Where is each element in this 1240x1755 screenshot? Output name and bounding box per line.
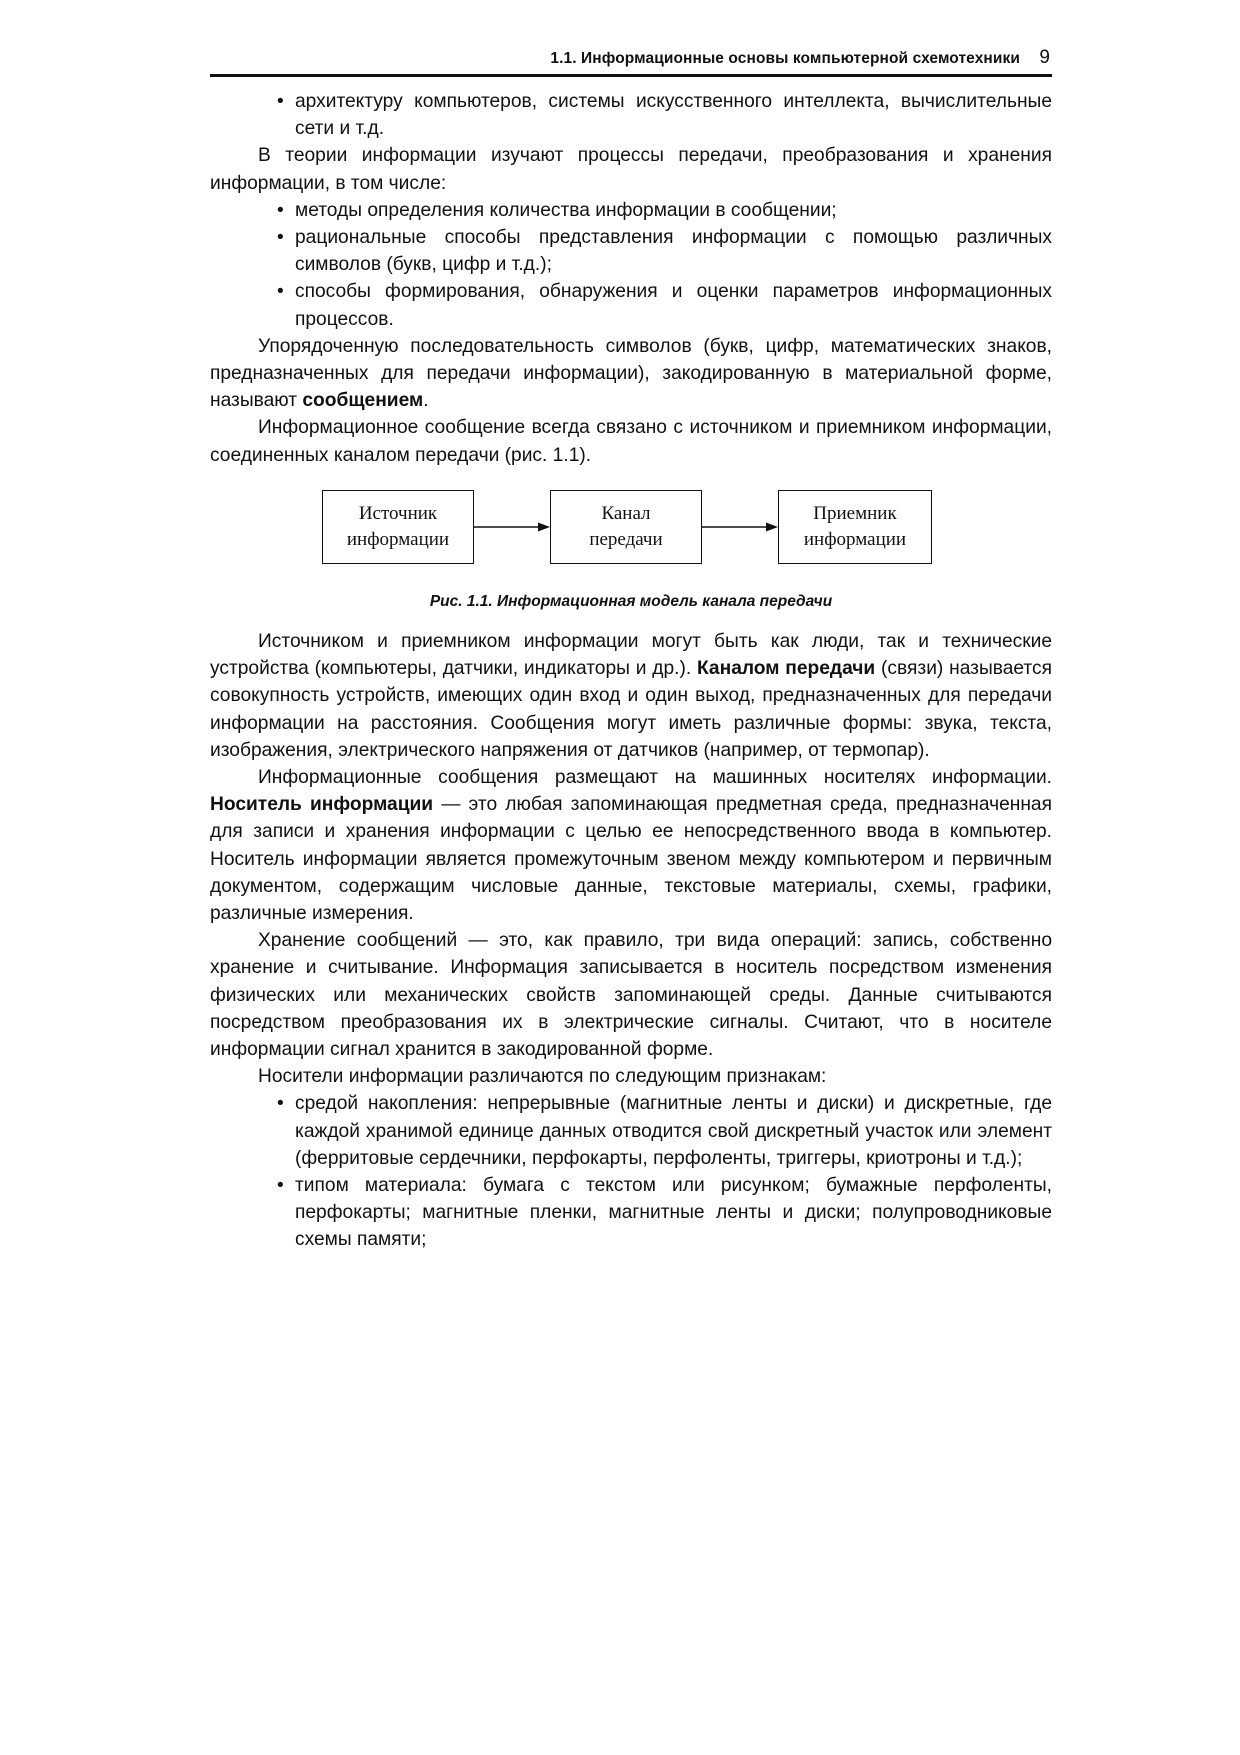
list-item: • рациональные способы представления информации с помощью различных символов (букв, цифр и т.д.);	[295, 224, 1052, 278]
bullet-icon: •	[277, 1093, 284, 1115]
paragraph-storage: Хранение сообщений — это, как правило, три вида операций: запись, собственно хранение и считывание. Информация записывается в носитель посредством изменения физических или механических свойств запоминающей среды. Данные считываются посредством преобразования их в электрические сигналы. Считают, что в носителе информации сигнал хранится в закодированной форме.	[210, 930, 1052, 1061]
list-item: • способы формирования, обнаружения и оценки параметров информационных процессов.	[295, 278, 1052, 332]
list-item: • средой накопления: непрерывные (магнитные ленты и диски) и дискретные, где каждой хранимой единице данных отводится свой дискретный участок или элемент (ферритовые сердечники, перфокарты, перфоленты, триггеры, криотроны и т.д.);	[295, 1090, 1052, 1172]
bullet-icon: •	[277, 199, 284, 221]
source-box: Источник информации	[322, 490, 474, 564]
text-block-top	[210, 88, 1052, 469]
channel-box: Канал передачи	[550, 490, 702, 564]
figure-caption: Рис. 1.1. Информационная модель канала передачи	[429, 593, 833, 610]
list-item: • типом материала: бумага с текстом или рисунком; бумажные перфоленты, перфокарты; магнитные пленки, магнитные ленты и диски; полупроводниковые схемы памяти;	[295, 1172, 1052, 1254]
running-header	[210, 44, 1052, 77]
paragraph-channel: Информационное сообщение всегда связано с источником и приемником информации, соединенных каналом передачи (рис. 1.1).	[210, 417, 1052, 466]
bullet-icon: •	[277, 227, 284, 249]
arrow-source-to-channel	[474, 523, 550, 532]
paragraph-theory: В теории информации изучают процессы передачи, преобразования и хранения информации, в том числе:	[210, 145, 1052, 194]
running-header-title: 1.1. Информационные основы компьютерной схемотехники	[550, 50, 1020, 67]
arrow-channel-to-receiver	[702, 523, 778, 532]
paragraph-message: Упорядоченную последовательность символов (букв, цифр, математических знаков, предназначенных для передачи информации), закодированную в материальной форме, называют сообщением.	[210, 335, 1052, 412]
bullet-icon: •	[277, 281, 284, 303]
channel-diagram	[322, 490, 942, 570]
bullet-list-theory	[210, 197, 1052, 333]
page-number: 9	[1039, 47, 1050, 68]
term-message: сообщением	[302, 390, 424, 412]
bullet-list-features	[210, 1090, 1052, 1253]
list-item: • архитектуру компьютеров, системы искусственного интеллекта, вычислительные сети и т.д.	[295, 88, 1052, 142]
bullet-icon: •	[277, 1175, 284, 1197]
list-item: • методы определения количества информации в сообщении;	[295, 197, 1052, 224]
paragraph-source-receiver: Источником и приемником информации могут быть как люди, так и технические устройства (компьютеры, датчики, индикаторы и др.). Каналом передачи (связи) называется совокупность устройств, имеющих один вход и один выход, предназначенных для передачи информации на расстояния. Сообщения могут иметь различные формы: звука, текста, изображения, электрического напряжения от датчиков (например, от термопар).	[210, 631, 1052, 761]
text-block-bottom	[210, 628, 1052, 1254]
term-carrier: Носитель информации	[210, 794, 434, 816]
receiver-box: Приемник информации	[778, 490, 932, 564]
paragraph-carrier-features: Носители информации различаются по следующим признакам:	[258, 1066, 827, 1088]
diagram-arrows	[322, 490, 942, 570]
bullet-list-top	[210, 88, 1052, 142]
term-channel: Каналом передачи	[696, 658, 876, 680]
bullet-icon: •	[277, 91, 284, 112]
paragraph-carrier: Информационные сообщения размещают на машинных носителях информации. Носитель информации — это любая запоминающая предметная среда, предназначенная для записи и хранения информации с целью ее непосредственного ввода в компьютер. Носитель информации является промежуточным звеном между компьютером и первичным документом, содержащим числовые данные, текстовые материалы, схемы, графики, различные измерения.	[210, 767, 1052, 925]
